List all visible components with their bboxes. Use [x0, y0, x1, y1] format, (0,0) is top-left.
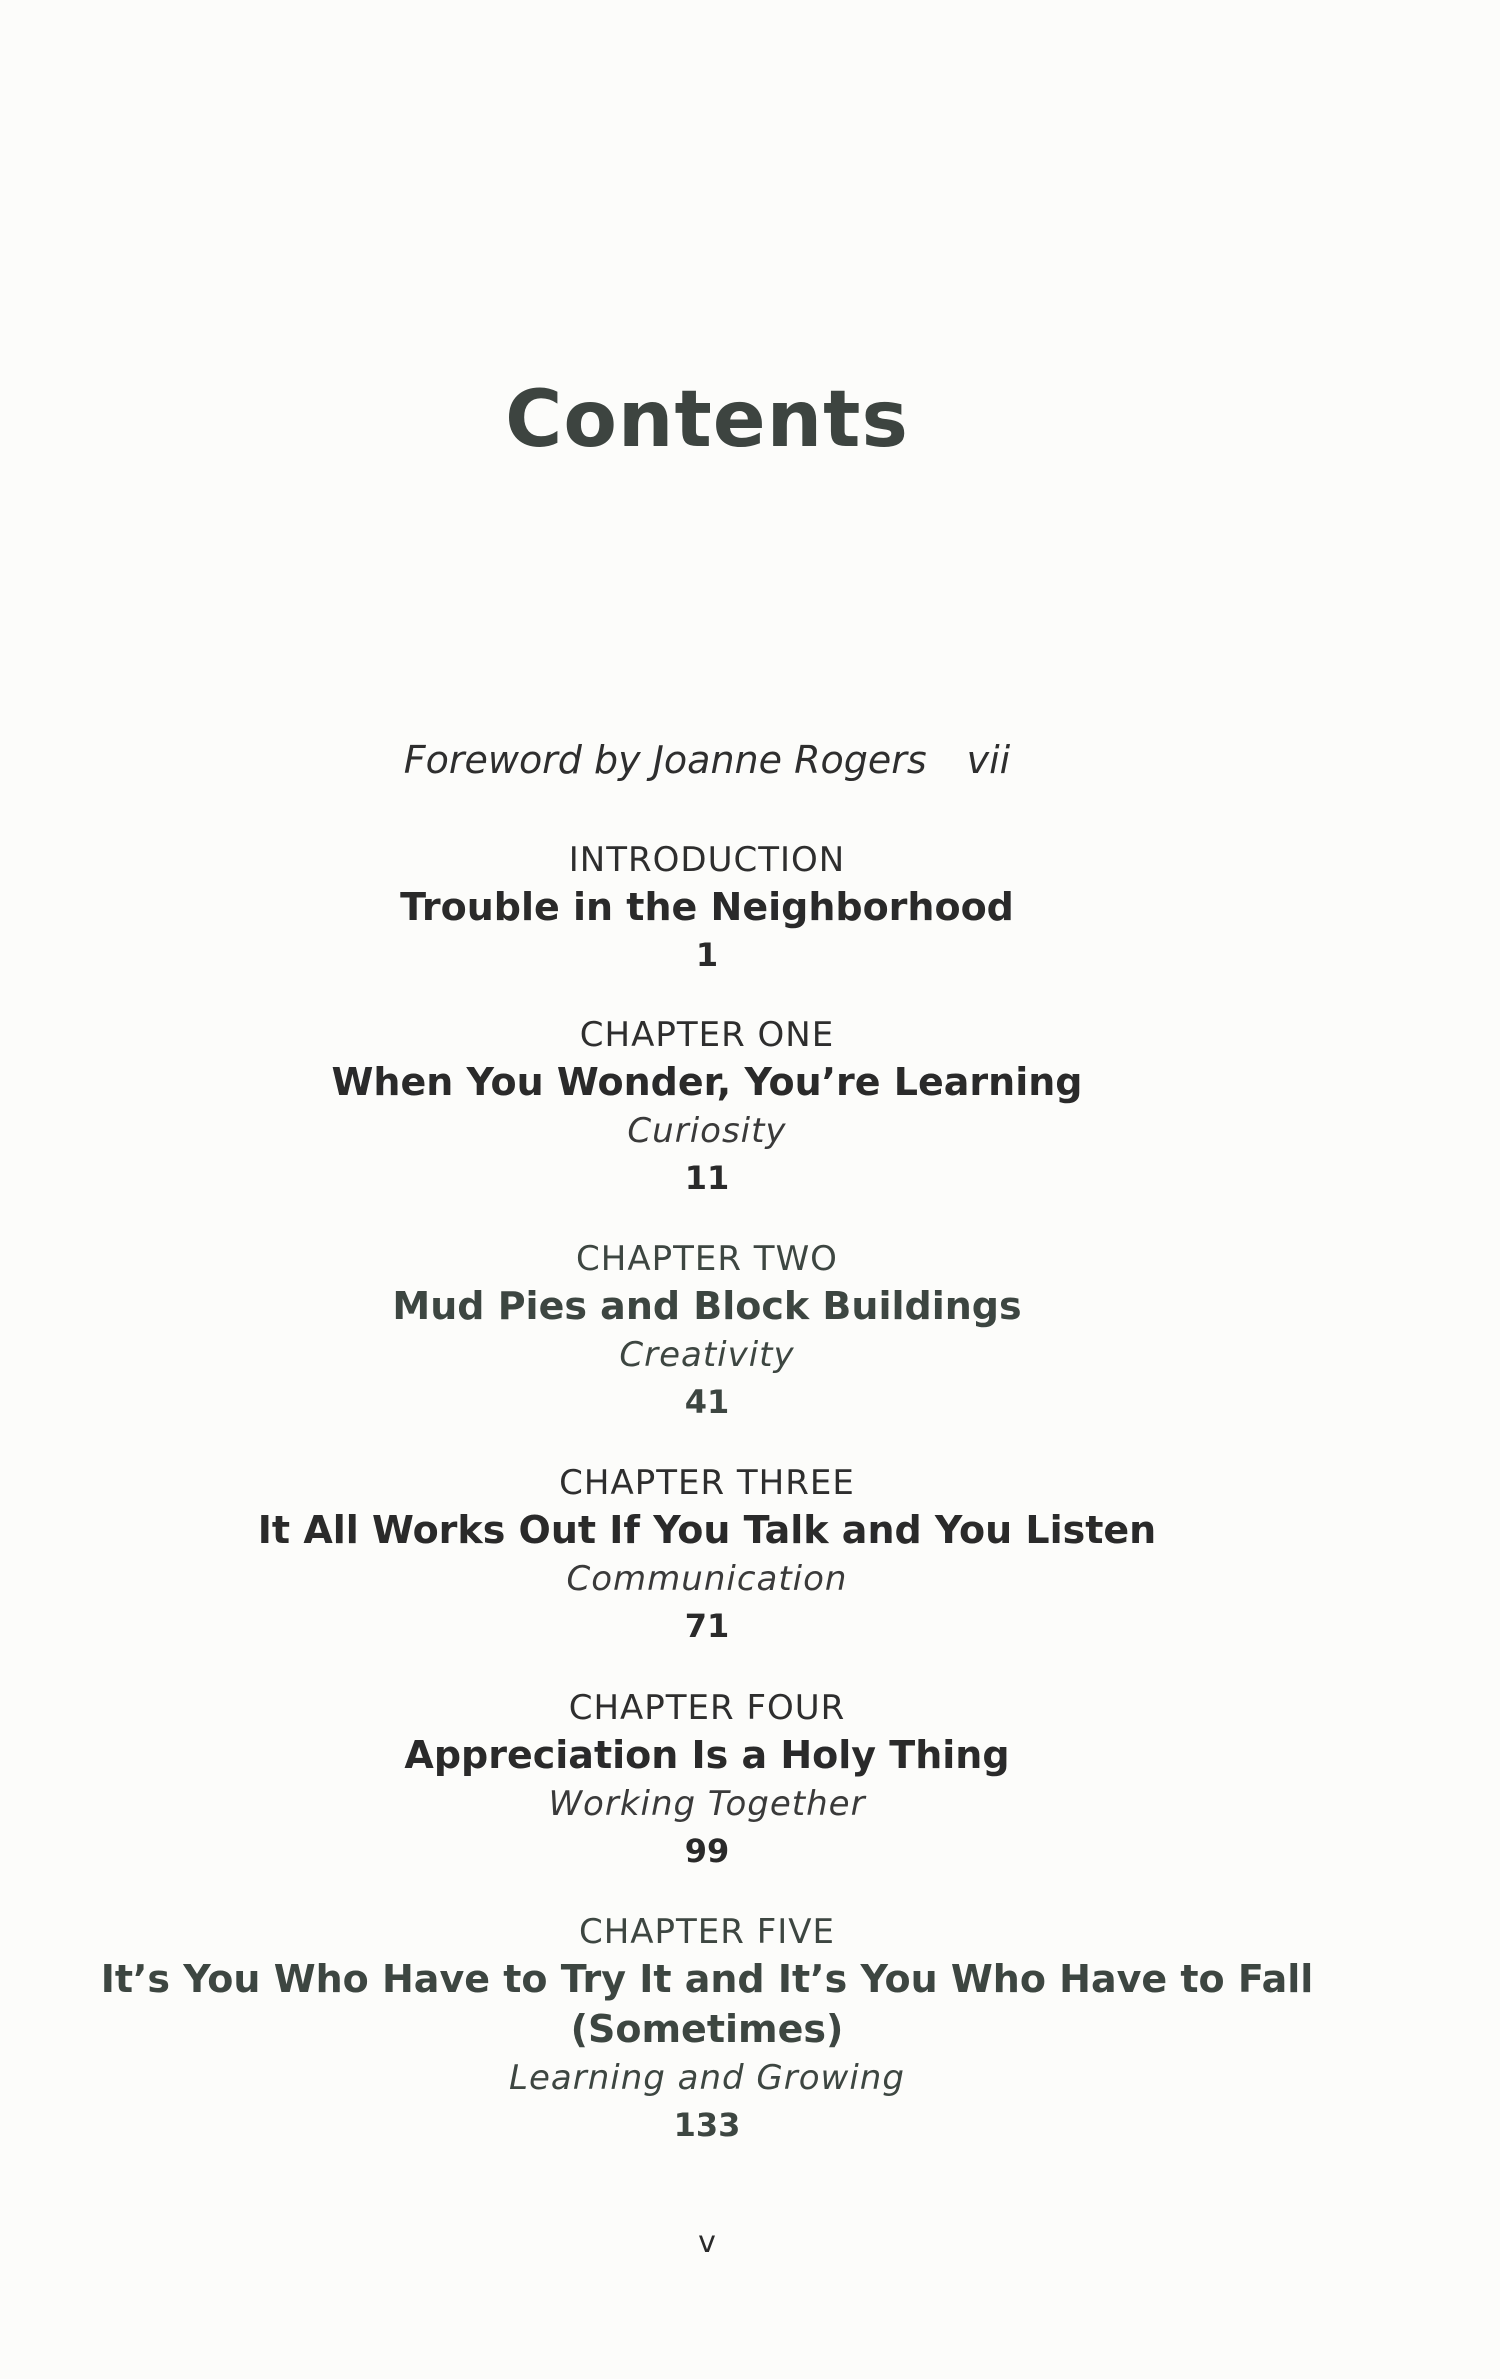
toc-entry-chapter-two	[0, 1237, 1414, 1425]
entry-page-number: 99	[684, 1832, 730, 1870]
entry-label: CHAPTER THREE	[559, 1463, 855, 1503]
toc-entry-chapter-one	[0, 1013, 1414, 1201]
entry-subtitle: Curiosity	[627, 1111, 787, 1151]
entry-page-number: 41	[684, 1383, 730, 1421]
entry-heading-continued: (Sometimes)	[570, 2007, 844, 2051]
toc-entry-chapter-four	[0, 1686, 1414, 1874]
entry-label: CHAPTER TWO	[576, 1239, 838, 1279]
toc-entry-chapter-five	[0, 1910, 1414, 2148]
entry-subtitle: Creativity	[619, 1335, 795, 1375]
entry-page-number: 1	[695, 936, 719, 974]
entry-label: CHAPTER FIVE	[578, 1912, 836, 1952]
entry-heading: It All Works Out If You Talk and You Listen	[257, 1508, 1157, 1552]
entry-label: INTRODUCTION	[568, 840, 846, 880]
entry-subtitle: Working Together	[548, 1784, 866, 1824]
entry-subtitle: Communication	[566, 1559, 848, 1599]
entry-label: CHAPTER FOUR	[568, 1688, 846, 1728]
entry-heading: Appreciation Is a Holy Thing	[404, 1733, 1010, 1777]
entry-heading: Trouble in the Neighborhood	[400, 885, 1014, 929]
entry-label: CHAPTER ONE	[579, 1015, 835, 1055]
foreword-text: Foreword by Joanne Rogers	[403, 738, 927, 782]
entry-page-number: 71	[684, 1607, 730, 1645]
foreword-page-number: vii	[966, 738, 1011, 782]
entry-page-number: 11	[684, 1159, 730, 1197]
entry-page-number: 133	[673, 2106, 741, 2144]
page-title: Contents	[505, 375, 909, 465]
entry-heading: It’s You Who Have to Try It and It’s You Who Have to Fall	[100, 1957, 1314, 2001]
toc-entry-chapter-three	[0, 1461, 1414, 1649]
entry-heading: When You Wonder, You’re Learning	[331, 1060, 1083, 1104]
entry-subtitle: Learning and Growing	[509, 2058, 905, 2098]
entry-heading: Mud Pies and Block Buildings	[392, 1284, 1022, 1328]
toc-entry-introduction	[0, 838, 1414, 978]
foreword-entry	[0, 738, 1414, 782]
folio-page-number: v	[698, 2225, 716, 2260]
